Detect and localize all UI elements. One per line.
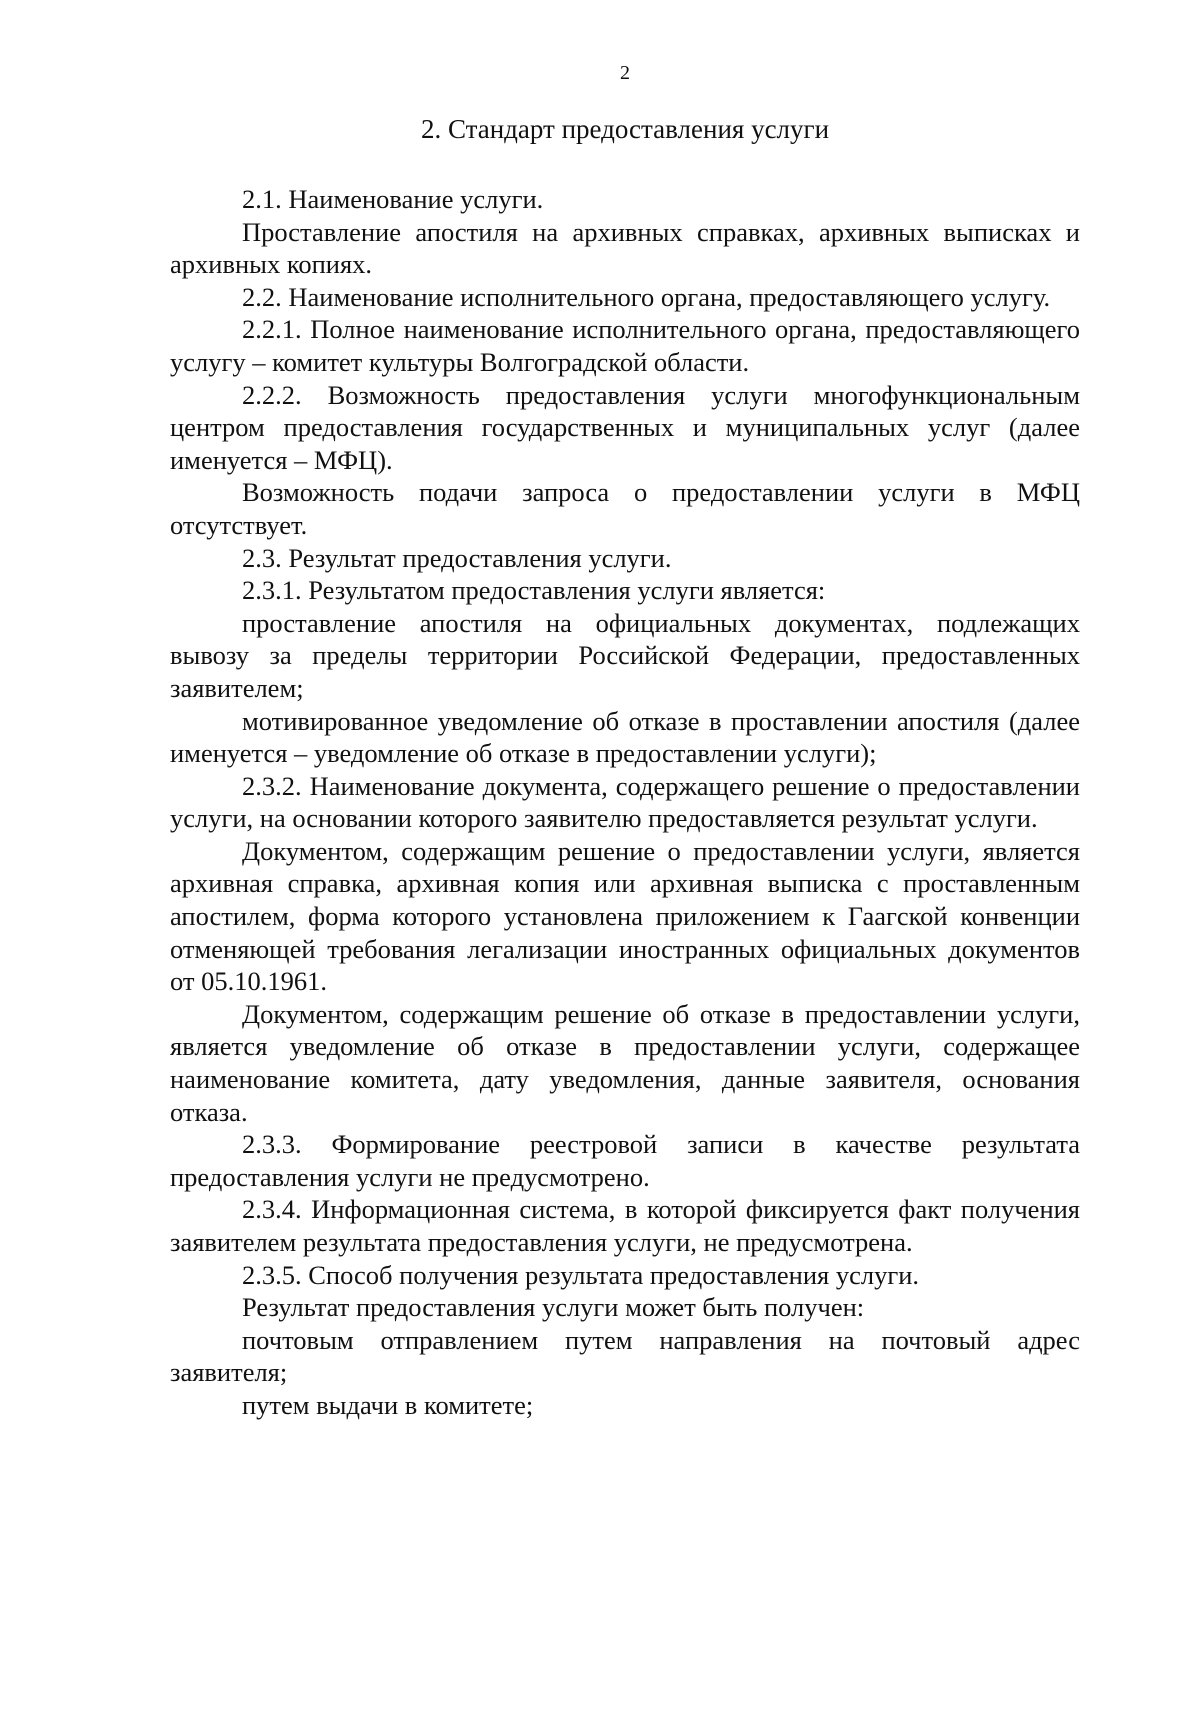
paragraph: 2.2.2. Возможность предоставления услуги многофункциональным центром предоставления государственных и муниципальных услуг (далее именуется – МФЦ). bbox=[170, 379, 1080, 475]
document-body bbox=[170, 183, 1080, 1422]
paragraph: Результат предоставления услуги может быть получен: bbox=[242, 1292, 865, 1323]
page-number: 2 bbox=[620, 62, 630, 84]
paragraph: 2.3.1. Результатом предоставления услуги является: bbox=[242, 575, 826, 606]
paragraph: почтовым отправлением путем направления на почтовый адрес заявителя; bbox=[170, 1324, 1080, 1388]
paragraph: Возможность подачи запроса о предоставлении услуги в МФЦ отсутствует. bbox=[170, 477, 1080, 540]
paragraph: 2.3.2. Наименование документа, содержащего решение о предоставлении услуги, на основании которого заявителю предоставляется результат услуги. bbox=[170, 770, 1080, 834]
paragraph: 2.3.4. Информационная система, в которой фиксируется факт получения заявителем результата предоставления услуги, не предусмотрена. bbox=[170, 1194, 1080, 1257]
paragraph: 2.2.1. Полное наименование исполнительного органа, предоставляющего услугу – комитет культуры Волгоградской области. bbox=[170, 314, 1080, 377]
paragraph: 2.3.3. Формирование реестровой записи в качестве результата предоставления услуги не предусмотрено. bbox=[170, 1129, 1080, 1192]
paragraph: мотивированное уведомление об отказе в проставлении апостиля (далее именуется – уведомление об отказе в предоставлении услуги); bbox=[170, 705, 1080, 769]
paragraph: 2.3.5. Способ получения результата предоставления услуги. bbox=[242, 1259, 920, 1290]
paragraph: 2.3. Результат предоставления услуги. bbox=[242, 542, 672, 573]
section-title: 2. Стандарт предоставления услуги bbox=[420, 114, 830, 144]
paragraph: Проставление апостиля на архивных справках, архивных выписках и архивных копиях. bbox=[170, 216, 1080, 280]
paragraph: 2.2. Наименование исполнительного органа, предоставляющего услугу. bbox=[242, 281, 1051, 312]
paragraph: проставление апостиля на официальных документах, подлежащих вывозу за пределы территории Российской Федерации, предоставленных заявителем; bbox=[170, 607, 1080, 703]
paragraph: путем выдачи в комитете; bbox=[242, 1389, 534, 1420]
paragraph: Документом, содержащим решение об отказе в предоставлении услуги, является уведомление об отказе в предоставлении услуги, содержащее наименование комитета, дату уведомления, данные заявителя, основания отказа. bbox=[170, 998, 1080, 1127]
paragraph: 2.1. Наименование услуги. bbox=[242, 184, 544, 214]
paragraph: Документом, содержащим решение о предоставлении услуги, является архивная справка, архивная копия или архивная выписка с проставленным апостилем, форма которого установлена приложением к Гаагской конвенции отменяющей требования легализации иностранных официальных документов от 05.10.1961. bbox=[170, 835, 1080, 997]
